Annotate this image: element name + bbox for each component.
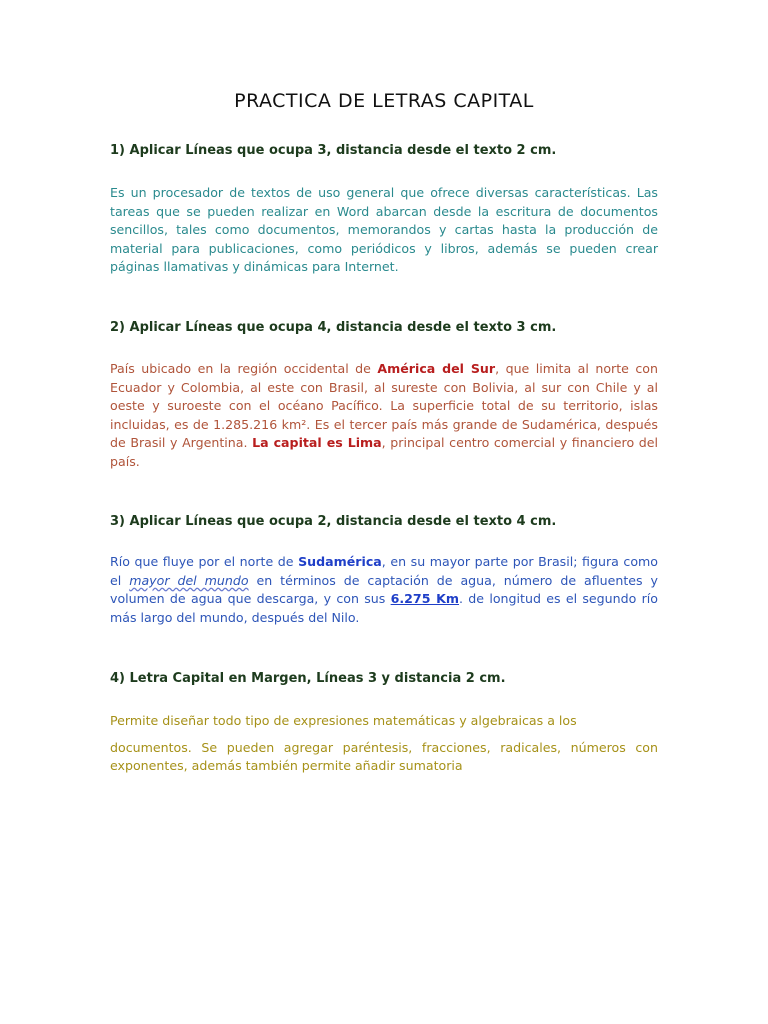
emphasis-longitud: 6.275 Km	[390, 591, 460, 606]
section-3-heading: 3) Aplicar Líneas que ocupa 2, distancia desde el texto 4 cm.	[110, 514, 557, 529]
section-1-heading: 1) Aplicar Líneas que ocupa 3, distancia desde el texto 2 cm.	[110, 143, 557, 158]
section-2-text-3: , principal centro comercial y financiero del país.	[110, 435, 658, 469]
section-1-paragraph	[110, 184, 658, 277]
section-4-paragraph	[110, 712, 658, 776]
emphasis-mayor-del-mundo: mayor del mundo	[129, 572, 249, 588]
page-title: PRACTICA DE LETRAS CAPITAL	[234, 90, 534, 112]
section-3-text-3: en términos de captación de agua, número de afluentes y volumen de agua que descarga, y con sus	[110, 572, 658, 606]
section-3-text-4: . de longitud es el segundo río más largo del mundo, después del Nilo.	[110, 591, 658, 625]
emphasis-sudamerica: Sudamérica	[298, 554, 382, 569]
section-1-text: Es un procesador de textos de uso general que ofrece diversas características. Las tareas que se pueden realizar en Word abarcan desde la escritura de documentos sencillos, tales como documentos, memorandos y cartas hasta la producción de material para publicaciones, como periódicos y libros, además se pueden crear páginas llamativas y dinámicas para Internet.	[110, 185, 658, 274]
emphasis-america-del-sur: América del Sur	[377, 361, 496, 376]
section-3-text-1: Río que fluye por el norte de	[110, 554, 299, 569]
section-3-paragraph	[110, 553, 658, 627]
section-4-line-1: Permite diseñar todo tipo de expresiones matemáticas y algebraicas a los	[110, 713, 577, 728]
section-2-text-1: País ubicado en la región occidental de	[110, 361, 378, 376]
section-2-text-2: , que limita al norte con Ecuador y Colombia, al este con Brasil, al sureste con Bolivia, al sur con Chile y al oeste y suroeste con el océano Pacífico. La superficie total de su territorio, islas incluidas, es de 1.285.216 km². Es el tercer país más grande de Sudamérica, después de Brasil y Argentina.	[110, 361, 658, 450]
section-4-heading: 4) Letra Capital en Margen, Líneas 3 y distancia 2 cm.	[110, 671, 506, 686]
section-4-line-2: documentos. Se pueden agregar paréntesis, fracciones, radicales, números con exponentes, además también permite añadir sumatoria	[110, 739, 658, 773]
section-2-heading: 2) Aplicar Líneas que ocupa 4, distancia desde el texto 3 cm.	[110, 320, 557, 335]
section-3-text-2: , en su mayor parte por Brasil; figura como el	[110, 554, 658, 588]
section-2-paragraph	[110, 360, 658, 471]
emphasis-capital-lima: La capital es Lima	[252, 435, 382, 450]
